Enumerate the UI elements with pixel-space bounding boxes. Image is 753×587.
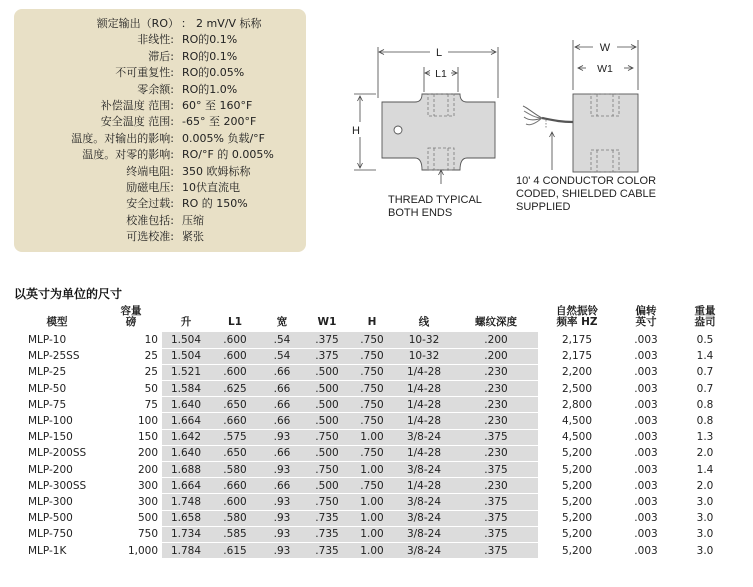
cell-capacity: 500 xyxy=(137,512,158,525)
spec-label: 终端电阻: xyxy=(126,164,174,178)
cell-frequency: 2,175 xyxy=(561,350,593,363)
cell-deflection: .003 xyxy=(634,447,658,460)
cell-H: 1.00 xyxy=(350,526,394,542)
cell-frequency: 4,500 xyxy=(561,415,593,428)
cell-capacity: 100 xyxy=(137,415,158,428)
spec-label: 额定输出（RO） xyxy=(96,17,179,30)
spec-value: 60° 至 160°F xyxy=(182,99,253,112)
cell-capacity: 750 xyxy=(137,528,158,541)
cell-capacity: 150 xyxy=(137,431,158,444)
cell-capacity: 1,000 xyxy=(127,544,158,557)
cell-W: .66 xyxy=(260,397,304,413)
cell-weight: 1.3 xyxy=(696,431,714,444)
cell-model: MLP-300SS xyxy=(28,479,87,492)
cell-model: MLP-200SS xyxy=(28,447,87,460)
cell-deflection: .003 xyxy=(634,495,658,508)
spec-row xyxy=(14,114,306,130)
cell-model: MLP-75 xyxy=(28,398,67,411)
thread-note-line-2: BOTH ENDS xyxy=(388,207,453,219)
cable-note-line-1: 10' 4 CONDUCTOR COLOR xyxy=(516,175,657,187)
cell-model: MLP-25SS xyxy=(28,350,80,363)
cell-thread-depth: .230 xyxy=(454,397,538,413)
cell-W1: .735 xyxy=(304,510,350,526)
cell-thread-depth: .230 xyxy=(454,381,538,397)
header-L: 升 xyxy=(180,316,192,328)
cell-model: MLP-150 xyxy=(28,431,73,444)
cell-weight: 0.8 xyxy=(696,398,714,411)
cell-H: .750 xyxy=(350,364,394,380)
spec-label: 校准包括: xyxy=(126,213,174,227)
cell-L1: .585 xyxy=(210,526,260,542)
dim-W1-label: W1 xyxy=(597,63,613,75)
cell-weight: 1.4 xyxy=(696,463,714,476)
spec-row xyxy=(14,82,306,98)
cell-capacity: 300 xyxy=(137,479,158,492)
cell-model: MLP-300 xyxy=(28,495,73,508)
cell-H: .750 xyxy=(350,348,394,364)
cell-W1: .500 xyxy=(304,397,350,413)
table-row xyxy=(14,462,734,478)
spec-value: 2 mV/V 标称 xyxy=(196,17,262,30)
cell-L1: .600 xyxy=(210,348,260,364)
cell-L: 1.504 xyxy=(162,332,210,348)
spec-value: RO的0.1% xyxy=(182,33,238,47)
cell-capacity: 25 xyxy=(144,366,158,379)
header-weight: 重量 盎司 xyxy=(694,305,716,328)
cable-leader xyxy=(550,132,555,170)
cell-W1: .750 xyxy=(304,429,350,445)
cell-frequency: 5,200 xyxy=(561,528,593,541)
header-W1: W1 xyxy=(317,316,337,328)
cell-deflection: .003 xyxy=(634,415,658,428)
header-frequency: 自然振铃 频率 HZ xyxy=(556,305,598,328)
cell-frequency: 2,800 xyxy=(561,398,593,411)
cell-W1: .750 xyxy=(304,494,350,510)
cell-weight: 0.7 xyxy=(696,366,714,379)
cell-frequency: 5,200 xyxy=(561,479,593,492)
cell-W: .54 xyxy=(260,332,304,348)
cell-L: 1.640 xyxy=(162,445,210,461)
cell-capacity: 75 xyxy=(144,398,158,411)
load-cell-drawing xyxy=(320,10,740,240)
cell-deflection: .003 xyxy=(634,431,658,444)
cell-capacity: 25 xyxy=(144,350,158,363)
header-L1: L1 xyxy=(228,316,242,328)
spec-value: 350 欧姆标称 xyxy=(182,164,251,178)
cell-L: 1.584 xyxy=(162,381,210,397)
cell-frequency: 2,175 xyxy=(561,334,593,347)
header-model: 模型 xyxy=(46,316,68,328)
cell-deflection: .003 xyxy=(634,398,658,411)
cell-W: .66 xyxy=(260,413,304,429)
cell-thread: 10-32 xyxy=(394,332,454,348)
spec-row xyxy=(14,229,306,245)
spec-label: 滞后: xyxy=(148,49,174,63)
spec-row xyxy=(14,164,306,180)
cell-W1: .500 xyxy=(304,478,350,494)
cell-L1: .580 xyxy=(210,510,260,526)
cell-thread-depth: .375 xyxy=(454,494,538,510)
cell-L: 1.642 xyxy=(162,429,210,445)
spec-value: RO的1.0% xyxy=(182,82,238,96)
spec-row xyxy=(14,131,306,147)
cell-L1: .615 xyxy=(210,542,260,558)
cell-W: .93 xyxy=(260,526,304,542)
cell-capacity: 50 xyxy=(144,382,158,395)
cable-note-line-3: SUPPLIED xyxy=(516,201,571,213)
cell-W1: .500 xyxy=(304,445,350,461)
spec-value: 压缩 xyxy=(182,213,204,227)
spec-row xyxy=(14,213,306,229)
cell-thread-depth: .230 xyxy=(454,413,538,429)
spec-label: 零余额: xyxy=(137,82,174,96)
cell-weight: 3.0 xyxy=(696,495,714,508)
cell-capacity: 200 xyxy=(137,463,158,476)
header-thread: 线 xyxy=(418,316,430,328)
cell-deflection: .003 xyxy=(634,544,658,557)
cell-thread: 3/8-24 xyxy=(394,462,454,478)
dim-L1-label: L1 xyxy=(435,68,447,80)
cell-capacity: 200 xyxy=(137,447,158,460)
spec-value: RO/°F 的 0.005% xyxy=(182,148,274,162)
cell-W1: .375 xyxy=(304,332,350,348)
cell-frequency: 5,200 xyxy=(561,447,593,460)
cell-thread: 1/4-28 xyxy=(394,397,454,413)
cell-weight: 0.8 xyxy=(696,415,714,428)
cell-weight: 3.0 xyxy=(696,544,714,557)
spec-label: 非线性: xyxy=(137,33,174,47)
cell-deflection: .003 xyxy=(634,479,658,492)
table-row xyxy=(14,429,734,445)
spec-row xyxy=(14,49,306,65)
cell-frequency: 5,200 xyxy=(561,495,593,508)
cell-deflection: .003 xyxy=(634,463,658,476)
cell-thread-depth: .375 xyxy=(454,510,538,526)
cell-deflection: .003 xyxy=(634,382,658,395)
cell-thread: 3/8-24 xyxy=(394,494,454,510)
cell-L: 1.734 xyxy=(162,526,210,542)
cell-W: .93 xyxy=(260,494,304,510)
thread-note-line-1: THREAD TYPICAL xyxy=(388,194,482,206)
cell-thread-depth: .200 xyxy=(454,348,538,364)
cell-L: 1.521 xyxy=(162,364,210,380)
spec-label: 补偿温度 范围: xyxy=(100,99,174,112)
header-capacity: 容量 磅 xyxy=(120,305,142,328)
cell-W: .66 xyxy=(260,381,304,397)
header-deflection: 偏转 英寸 xyxy=(635,305,657,328)
spec-label: 可选校准: xyxy=(126,230,174,244)
cell-model: MLP-50 xyxy=(28,382,67,395)
cell-thread-depth: .375 xyxy=(454,526,538,542)
cell-deflection: .003 xyxy=(634,528,658,541)
cell-H: .750 xyxy=(350,381,394,397)
table-row xyxy=(14,542,734,558)
cell-H: .750 xyxy=(350,445,394,461)
cell-L: 1.784 xyxy=(162,542,210,558)
cell-W: .66 xyxy=(260,445,304,461)
cell-L1: .600 xyxy=(210,364,260,380)
spec-row xyxy=(14,98,306,114)
cell-W1: .735 xyxy=(304,542,350,558)
spec-colon: ： xyxy=(181,17,192,30)
table-row xyxy=(14,332,734,348)
header-thread-depth: 螺纹深度 xyxy=(475,316,517,328)
cell-L1: .600 xyxy=(210,332,260,348)
cell-thread: 1/4-28 xyxy=(394,413,454,429)
cell-thread: 1/4-28 xyxy=(394,445,454,461)
cell-frequency: 2,500 xyxy=(561,382,593,395)
spec-value: RO的0.05% xyxy=(182,66,245,80)
table-row xyxy=(14,397,734,413)
spec-value: RO的0.1% xyxy=(182,49,238,63)
cell-W1: .375 xyxy=(304,348,350,364)
cell-model: MLP-100 xyxy=(28,415,73,428)
cell-H: 1.00 xyxy=(350,542,394,558)
cell-L1: .580 xyxy=(210,462,260,478)
cell-frequency: 5,200 xyxy=(561,544,593,557)
thread-leader xyxy=(439,170,444,184)
cell-H: .750 xyxy=(350,332,394,348)
cell-thread: 1/4-28 xyxy=(394,364,454,380)
cell-deflection: .003 xyxy=(634,512,658,525)
cell-W1: .750 xyxy=(304,462,350,478)
cell-capacity: 10 xyxy=(144,334,158,347)
mount-hole-icon xyxy=(394,126,402,134)
cell-W: .54 xyxy=(260,348,304,364)
cell-frequency: 4,500 xyxy=(561,431,593,444)
cell-L: 1.688 xyxy=(162,462,210,478)
cable-icon xyxy=(523,106,573,128)
cell-model: MLP-500 xyxy=(28,512,73,525)
cell-W1: .500 xyxy=(304,413,350,429)
spec-value: 紧张 xyxy=(182,230,204,244)
cell-L1: .600 xyxy=(210,494,260,510)
cell-weight: 1.4 xyxy=(696,350,714,363)
cell-thread: 1/4-28 xyxy=(394,381,454,397)
cell-frequency: 5,200 xyxy=(561,512,593,525)
spec-row xyxy=(14,147,306,163)
spec-row xyxy=(14,196,306,212)
table-body xyxy=(14,332,734,559)
cell-H: 1.00 xyxy=(350,510,394,526)
cell-thread: 1/4-28 xyxy=(394,478,454,494)
spec-label: 温度。对零的影响: xyxy=(82,148,174,162)
cell-weight: 0.5 xyxy=(696,334,714,347)
table-row xyxy=(14,478,734,494)
spec-value: RO 的 150% xyxy=(182,197,248,211)
cell-weight: 3.0 xyxy=(696,528,714,541)
spec-row xyxy=(14,65,306,81)
cell-W: .66 xyxy=(260,478,304,494)
table-row xyxy=(14,510,734,526)
cell-frequency: 5,200 xyxy=(561,463,593,476)
spec-row xyxy=(14,180,306,196)
dimensions-table xyxy=(14,306,734,559)
cell-model: MLP-10 xyxy=(28,334,67,347)
cell-weight: 3.0 xyxy=(696,512,714,525)
cell-W: .93 xyxy=(260,510,304,526)
cell-W: .93 xyxy=(260,462,304,478)
spec-panel xyxy=(14,9,306,252)
cell-weight: 2.0 xyxy=(696,479,714,492)
cell-H: 1.00 xyxy=(350,462,394,478)
spec-label: 励磁电压: xyxy=(126,181,174,194)
dim-W-label: W xyxy=(599,42,611,54)
cell-H: 1.00 xyxy=(350,429,394,445)
cell-L1: .625 xyxy=(210,381,260,397)
cell-W: .93 xyxy=(260,542,304,558)
spec-row xyxy=(14,16,306,32)
cell-thread-depth: .375 xyxy=(454,429,538,445)
cell-thread: 3/8-24 xyxy=(394,526,454,542)
cell-thread: 3/8-24 xyxy=(394,510,454,526)
header-H: H xyxy=(367,316,377,328)
cell-H: 1.00 xyxy=(350,494,394,510)
cell-W: .66 xyxy=(260,364,304,380)
spec-label: 温度。对输出的影响: xyxy=(71,131,174,145)
cell-model: MLP-25 xyxy=(28,366,67,379)
cell-thread-depth: .375 xyxy=(454,542,538,558)
table-row xyxy=(14,364,734,380)
cell-L: 1.640 xyxy=(162,397,210,413)
cell-thread: 3/8-24 xyxy=(394,429,454,445)
spec-row xyxy=(14,32,306,48)
table-row xyxy=(14,494,734,510)
header-W: 宽 xyxy=(276,316,288,328)
cell-thread-depth: .375 xyxy=(454,462,538,478)
spec-value: -65° 至 200°F xyxy=(182,115,257,129)
table-header-row xyxy=(14,306,734,332)
cell-L1: .650 xyxy=(210,445,260,461)
cell-frequency: 2,200 xyxy=(561,366,593,379)
cell-H: .750 xyxy=(350,413,394,429)
cell-weight: 2.0 xyxy=(696,447,714,460)
dim-H-label: H xyxy=(352,125,360,137)
cable-note-line-2: CODED, SHIELDED CABLE xyxy=(516,188,656,200)
cell-L1: .660 xyxy=(210,413,260,429)
cell-L1: .660 xyxy=(210,478,260,494)
cell-thread: 10-32 xyxy=(394,348,454,364)
cell-L1: .650 xyxy=(210,397,260,413)
table-row xyxy=(14,526,734,542)
cell-thread-depth: .230 xyxy=(454,478,538,494)
cell-L: 1.504 xyxy=(162,348,210,364)
table-row xyxy=(14,381,734,397)
cell-W1: .735 xyxy=(304,526,350,542)
cell-weight: 0.7 xyxy=(696,382,714,395)
cell-deflection: .003 xyxy=(634,350,658,363)
spec-value: 10伏直流电 xyxy=(182,181,240,194)
cell-W: .93 xyxy=(260,429,304,445)
cell-model: MLP-750 xyxy=(28,528,73,541)
cell-L: 1.664 xyxy=(162,478,210,494)
cell-thread-depth: .230 xyxy=(454,445,538,461)
spec-label: 安全过载: xyxy=(126,197,174,211)
spec-label: 不可重复性: xyxy=(115,66,174,80)
cell-thread: 3/8-24 xyxy=(394,542,454,558)
cell-H: .750 xyxy=(350,478,394,494)
cell-L1: .575 xyxy=(210,429,260,445)
cell-L: 1.748 xyxy=(162,494,210,510)
cell-deflection: .003 xyxy=(634,366,658,379)
cell-W1: .500 xyxy=(304,364,350,380)
cell-deflection: .003 xyxy=(634,334,658,347)
section-title: 以英寸为单位的尺寸 xyxy=(14,287,123,301)
spec-value: 0.005% 负载/°F xyxy=(182,131,265,145)
table-row xyxy=(14,348,734,364)
table-row xyxy=(14,445,734,461)
cell-capacity: 300 xyxy=(137,495,158,508)
load-cell-end-view xyxy=(573,94,638,172)
cell-thread-depth: .200 xyxy=(454,332,538,348)
cell-W1: .500 xyxy=(304,381,350,397)
cell-thread-depth: .230 xyxy=(454,364,538,380)
cell-L: 1.658 xyxy=(162,510,210,526)
cell-model: MLP-1K xyxy=(28,544,67,557)
spec-label: 安全温度 范围: xyxy=(100,115,174,129)
cell-model: MLP-200 xyxy=(28,463,73,476)
table-row xyxy=(14,413,734,429)
dim-L-label: L xyxy=(435,47,443,59)
cell-L: 1.664 xyxy=(162,413,210,429)
cell-H: .750 xyxy=(350,397,394,413)
